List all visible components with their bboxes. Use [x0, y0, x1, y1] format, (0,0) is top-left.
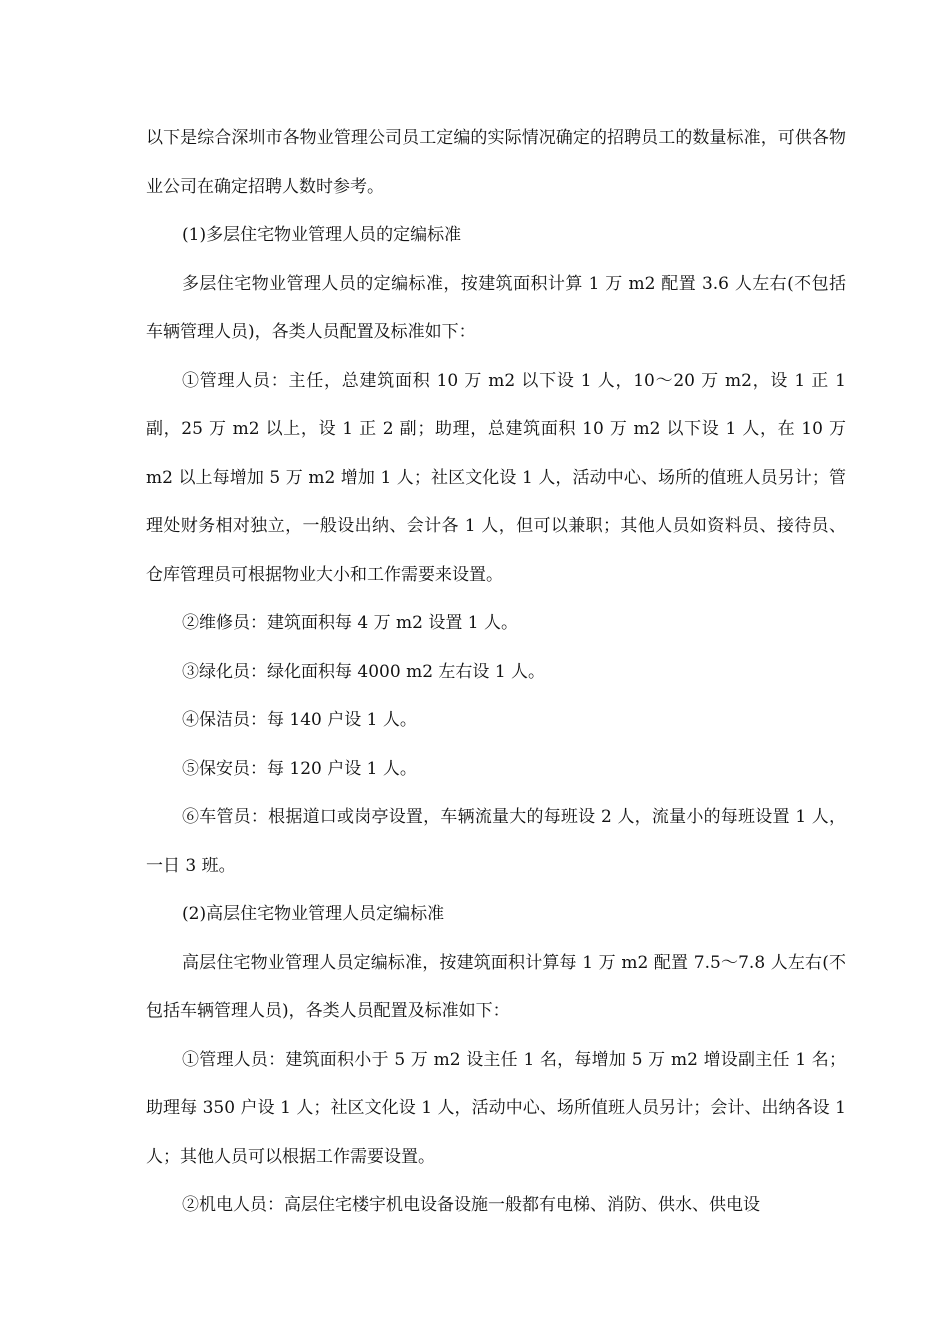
paragraph-multistory-vehicle: ⑥车管员：根据道口或岗亭设置，车辆流量大的每班设 2 人，流量小的每班设置 1 人，一日 3 班。 — [146, 807, 846, 876]
paragraph-highrise-managers: ①管理人员：建筑面积小于 5 万 m2 设主任 1 名，每增加 5 万 m2 增设副主任 1 名；助理每 350 户设 1 人；社区文化设 1 人，活动中心、场所值班人员另计；会计、出纳各设 1 人；其他人员可以根据工作需要设置。 — [146, 1049, 846, 1167]
paragraph-multistory-standard: 多层住宅物业管理人员的定编标准，按建筑面积计算 1 万 m2 配置 3.6 人左右(不包括车辆管理人员)，各类人员配置及标准如下： — [146, 273, 846, 342]
paragraph-multistory-repair: ②维修员：建筑面积每 4 万 m2 设置 1 人。 — [182, 613, 518, 633]
document-page — [146, 114, 846, 1230]
paragraph-highrise-electromechanical: ②机电人员：高层住宅楼宇机电设备设施一般都有电梯、消防、供水、供电设 — [182, 1195, 760, 1215]
paragraph-intro: 以下是综合深圳市各物业管理公司员工定编的实际情况确定的招聘员工的数量标准，可供各物业公司在确定招聘人数时参考。 — [146, 128, 846, 197]
paragraph-multistory-managers: ①管理人员：主任，总建筑面积 10 万 m2 以下设 1 人，10～20 万 m2，设 1 正 1 副，25 万 m2 以上，设 1 正 2 副；助理，总建筑面积 10 万 m2 以下设 1 人，在 10 万 m2 以上每增加 5 万 m2 增加 1 人；社区文化设 1 人，活动中心、场所的值班人员另计；管理处财务相对独立，一般设出纳、会计各 1 人，但可以兼职；其他人员如资料员、接待员、仓库管理员可根据物业大小和工作需要来设置。 — [146, 370, 846, 585]
paragraph-multistory-greening: ③绿化员：绿化面积每 4000 m2 左右设 1 人。 — [182, 661, 546, 682]
heading-multistory: (1)多层住宅物业管理人员的定编标准 — [182, 225, 462, 245]
paragraph-multistory-cleaning: ④保洁员：每 140 户设 1 人。 — [182, 710, 417, 730]
heading-highrise: (2)高层住宅物业管理人员定编标准 — [182, 904, 445, 924]
paragraph-highrise-standard: 高层住宅物业管理人员定编标准，按建筑面积计算每 1 万 m2 配置 7.5～7.8 人左右(不包括车辆管理人员)，各类人员配置及标准如下： — [146, 952, 846, 1021]
paragraph-multistory-security: ⑤保安员：每 120 户设 1 人。 — [182, 758, 417, 779]
